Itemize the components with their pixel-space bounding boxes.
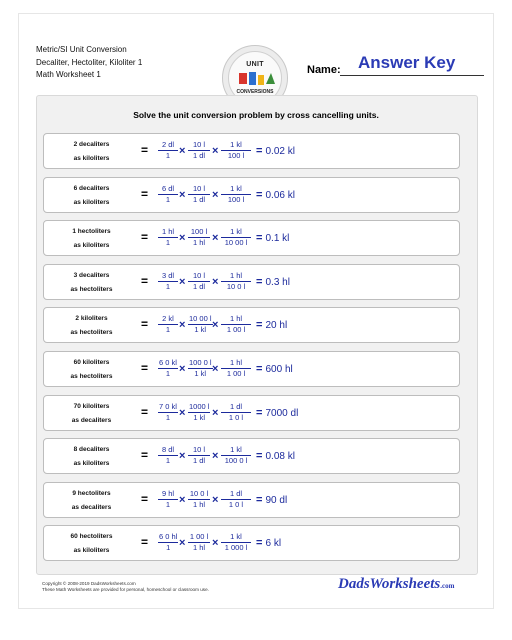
conversion-fraction	[188, 184, 210, 205]
fraction-denominator: 1 kl	[188, 324, 213, 335]
multiply-sign: ×	[179, 232, 186, 245]
answer-equals-sign: =	[256, 450, 266, 463]
conversion-fraction	[188, 227, 210, 248]
fraction-denominator: 1 kl	[188, 368, 213, 379]
multiply-sign: ×	[179, 275, 186, 288]
fraction-denominator: 1	[158, 499, 178, 510]
problem-quantity: 8 decaliters	[73, 446, 110, 454]
multiply-sign: ×	[179, 450, 186, 463]
answer-value: 0.06 kl	[265, 189, 295, 201]
fraction-numerator: 1 dl	[229, 401, 243, 411]
logo-ruler-icon	[239, 73, 247, 84]
answer-equals-sign: =	[256, 537, 266, 550]
problem-row	[43, 482, 460, 518]
conversion-fraction	[221, 271, 251, 292]
fraction-numerator: 10 l	[192, 270, 206, 280]
answer-equals-sign: =	[256, 406, 266, 419]
problem-row	[43, 395, 460, 431]
problem-row	[43, 220, 460, 256]
multiply-sign: ×	[212, 275, 219, 288]
conversion-fraction	[188, 445, 210, 466]
header-text	[36, 44, 142, 82]
problem-target-unit: as kiloliters	[73, 155, 110, 162]
logo-weight-icon	[258, 75, 264, 85]
fraction-denominator: 1 dl	[188, 194, 210, 205]
multiply-sign: ×	[212, 363, 219, 375]
fraction-numerator: 9 hl	[161, 488, 175, 498]
answer-value: 0.08 kl	[265, 451, 295, 463]
multiply-sign: ×	[212, 450, 219, 463]
fraction-denominator: 100 l	[221, 150, 251, 161]
conversion-fraction	[158, 184, 178, 205]
fraction-denominator: 1 0 l	[221, 499, 251, 510]
problem-quantity: 70 kiloliters	[73, 402, 110, 410]
equals-sign: =	[141, 361, 149, 375]
fraction-denominator: 1 hl	[188, 499, 210, 510]
answer-value: 0.02 kl	[265, 146, 295, 157]
problem-row	[43, 133, 460, 169]
problem-answer	[256, 537, 281, 549]
problem-target-unit: as kiloliters	[73, 460, 110, 468]
fraction-numerator: 10 l	[192, 183, 206, 193]
fraction-denominator: 1	[158, 150, 178, 161]
answer-equals-sign: =	[256, 493, 266, 506]
problem-answer	[256, 232, 289, 244]
conversion-fraction	[158, 314, 178, 335]
logo-scale-icon	[266, 73, 275, 84]
fraction-numerator: 1 kl	[230, 140, 242, 149]
problem-quantity: 9 hectoliters	[72, 489, 111, 497]
conversion-fraction	[158, 227, 178, 248]
conversion-fraction	[221, 227, 251, 248]
brand-suffix: .com	[440, 582, 455, 590]
problem-target-unit: as kiloliters	[73, 198, 110, 206]
problem-target-unit: as kiloliters	[73, 547, 110, 555]
conversion-fraction	[221, 489, 251, 510]
equals-sign: =	[141, 491, 149, 506]
problem-quantity: 1 hectoliters	[72, 228, 111, 236]
fraction-numerator: 1 kl	[230, 227, 242, 237]
multiply-sign: ×	[179, 363, 186, 375]
footer-note: These Math Worksheets are provided for personal, homeschool or classroom use.	[42, 587, 209, 592]
conversion-fraction	[188, 402, 210, 423]
fraction-numerator: 1 kl	[230, 183, 242, 193]
problem-row	[43, 525, 460, 561]
fraction-denominator: 100 l	[221, 194, 251, 205]
equals-sign: =	[141, 273, 149, 288]
answer-value: 7000 dl	[265, 407, 299, 419]
equals-sign: =	[141, 143, 149, 157]
logo-icons	[238, 70, 276, 87]
equals-sign: =	[141, 317, 149, 332]
multiply-sign: ×	[179, 537, 186, 550]
conversion-fraction	[158, 271, 178, 292]
conversion-fraction	[188, 271, 210, 292]
fraction-numerator: 1 hl	[229, 270, 243, 280]
fraction-numerator: 1 kl	[230, 445, 242, 455]
problem-target-unit: as decaliters	[71, 503, 112, 511]
problem-target-unit: as hectoliters	[70, 329, 113, 337]
fraction-numerator: 8 dl	[161, 445, 175, 455]
problem-row	[43, 438, 460, 474]
multiply-sign: ×	[179, 406, 186, 419]
fraction-denominator: 1 dl	[188, 150, 210, 161]
conversion-fraction	[158, 445, 178, 466]
problem-quantity: 60 hectoliters	[70, 533, 113, 541]
problem-answer	[256, 319, 287, 331]
fraction-numerator: 10 00 l	[189, 314, 212, 324]
logo-beaker-icon	[249, 72, 256, 85]
logo-bottom-text: CONVERSIONS	[236, 89, 274, 95]
answer-value: 0.3 hl	[265, 276, 290, 288]
conversion-fraction	[221, 314, 251, 335]
fraction-numerator: 100 0 l	[189, 358, 212, 367]
answer-value: 0.1 kl	[265, 233, 290, 245]
multiply-sign: ×	[212, 406, 219, 419]
multiply-sign: ×	[179, 493, 186, 506]
answer-key-title: Answer Key	[358, 53, 456, 72]
fraction-denominator: 10 0 l	[221, 281, 251, 292]
conversion-fraction	[158, 358, 178, 379]
problem-answer	[256, 276, 290, 288]
problem-target-unit: as hectoliters	[70, 285, 113, 293]
problem-quantity: 2 decaliters	[73, 141, 110, 148]
fraction-denominator: 1	[158, 281, 178, 292]
multiply-sign: ×	[179, 319, 186, 332]
fraction-numerator: 7 0 kl	[159, 401, 177, 411]
fraction-numerator: 6 0 hl	[159, 532, 178, 542]
problem-row	[43, 177, 460, 213]
multiply-sign: ×	[212, 537, 219, 550]
conversion-fraction	[221, 445, 251, 466]
conversion-fraction	[221, 358, 251, 379]
multiply-sign: ×	[212, 232, 219, 245]
multiply-sign: ×	[212, 145, 219, 157]
footer-text	[42, 581, 209, 593]
logo-top-text: UNIT	[246, 61, 264, 68]
fraction-numerator: 1000 l	[189, 401, 210, 411]
equals-sign: =	[141, 404, 149, 419]
fraction-denominator: 1	[158, 324, 178, 335]
problem-target-unit: as kiloliters	[73, 242, 110, 250]
problem-row	[43, 307, 460, 343]
conversion-fraction	[221, 184, 251, 205]
conversion-fraction	[158, 140, 178, 161]
fraction-denominator: 10 00 l	[221, 237, 251, 248]
fraction-denominator: 1	[158, 412, 178, 423]
fraction-numerator: 1 hl	[161, 227, 175, 237]
problem-quantity: 2 kiloliters	[75, 315, 108, 323]
fraction-denominator: 1	[158, 455, 178, 466]
answer-equals-sign: =	[256, 145, 266, 157]
conversion-fraction	[221, 402, 251, 423]
answer-equals-sign: =	[256, 363, 266, 375]
problem-row	[43, 351, 460, 387]
fraction-numerator: 3 dl	[161, 270, 175, 280]
header-subtitle: Decaliter, Hectoliter, Kiloliter 1	[36, 57, 143, 67]
problem-answer	[256, 450, 295, 462]
fraction-denominator: 1 00 l	[221, 324, 251, 335]
fraction-numerator: 2 kl	[162, 314, 174, 324]
fraction-numerator: 1 kl	[230, 532, 242, 542]
fraction-denominator: 1	[158, 368, 178, 379]
problem-target-unit: as hectoliters	[70, 373, 113, 380]
equals-sign: =	[141, 230, 149, 245]
fraction-numerator: 1 dl	[229, 488, 243, 498]
conversion-fraction	[221, 532, 251, 553]
fraction-denominator: 100 0 l	[221, 455, 251, 466]
fraction-denominator: 1 dl	[188, 455, 210, 466]
conversion-fraction	[158, 489, 178, 510]
conversion-fraction	[188, 140, 210, 161]
fraction-denominator: 1	[158, 194, 178, 205]
equals-sign: =	[141, 535, 149, 550]
fraction-denominator: 1 000 l	[221, 542, 251, 553]
problem-answer	[256, 494, 287, 506]
fraction-numerator: 6 0 kl	[159, 358, 177, 367]
header-worksheet-number: Math Worksheet 1	[36, 70, 101, 79]
multiply-sign: ×	[212, 188, 219, 201]
problem-quantity: 3 decaliters	[73, 271, 110, 279]
answer-value: 600 hl	[265, 364, 293, 375]
equals-sign: =	[141, 448, 149, 463]
conversion-fraction	[158, 402, 178, 423]
problem-row	[43, 264, 460, 300]
fraction-numerator: 100 l	[190, 227, 208, 237]
fraction-denominator: 1 00 l	[221, 368, 251, 379]
instructions: Solve the unit conversion problem by cross cancelling units.	[133, 110, 379, 120]
fraction-numerator: 10 l	[192, 140, 206, 149]
fraction-denominator: 1 dl	[188, 281, 210, 292]
answer-equals-sign: =	[256, 232, 266, 245]
problem-answer	[256, 189, 295, 201]
fraction-numerator: 1 hl	[229, 314, 243, 324]
fraction-denominator: 1 kl	[188, 412, 210, 423]
problem-target-unit: as decaliters	[71, 416, 112, 424]
answer-value: 90 dl	[265, 494, 288, 506]
equals-sign: =	[141, 186, 149, 201]
fraction-numerator: 10 l	[192, 445, 206, 455]
name-input-line[interactable]	[340, 75, 484, 76]
problem-answer	[256, 145, 295, 157]
brand-logo	[338, 576, 454, 593]
fraction-numerator: 2 dl	[161, 140, 175, 149]
fraction-denominator: 1 hl	[188, 542, 210, 553]
conversion-fraction	[158, 532, 178, 553]
problem-quantity: 60 kiloliters	[73, 359, 110, 366]
answer-value: 20 hl	[265, 320, 288, 332]
fraction-numerator: 1 hl	[229, 358, 243, 367]
fraction-numerator: 1 00 l	[189, 532, 209, 542]
fraction-denominator: 1 hl	[188, 237, 210, 248]
conversion-fraction	[221, 140, 251, 161]
fraction-denominator: 1	[158, 237, 178, 248]
answer-equals-sign: =	[256, 188, 266, 201]
multiply-sign: ×	[212, 493, 219, 506]
fraction-denominator: 1 0 l	[221, 412, 251, 423]
problem-quantity: 6 decaliters	[73, 184, 110, 192]
conversion-fraction	[188, 314, 213, 335]
problem-answer	[256, 363, 293, 375]
multiply-sign: ×	[179, 188, 186, 201]
answer-equals-sign: =	[256, 319, 266, 332]
brand-name: DadsWorksheets	[338, 576, 441, 592]
footer-copyright: Copyright © 2008-2019 DadsWorksheets.com	[42, 581, 136, 586]
answer-value: 6 kl	[265, 538, 282, 550]
fraction-denominator: 1	[158, 542, 178, 553]
conversion-fraction	[188, 532, 210, 553]
problem-answer	[256, 407, 298, 419]
fraction-numerator: 6 dl	[161, 183, 175, 193]
conversion-fraction	[188, 489, 210, 510]
header-title: Metric/SI Unit Conversion	[36, 45, 127, 54]
multiply-sign: ×	[179, 145, 186, 157]
answer-equals-sign: =	[256, 275, 266, 288]
multiply-sign: ×	[212, 319, 219, 332]
conversion-fraction	[188, 358, 213, 379]
name-label: Name:	[307, 64, 341, 76]
fraction-numerator: 10 0 l	[189, 488, 209, 498]
